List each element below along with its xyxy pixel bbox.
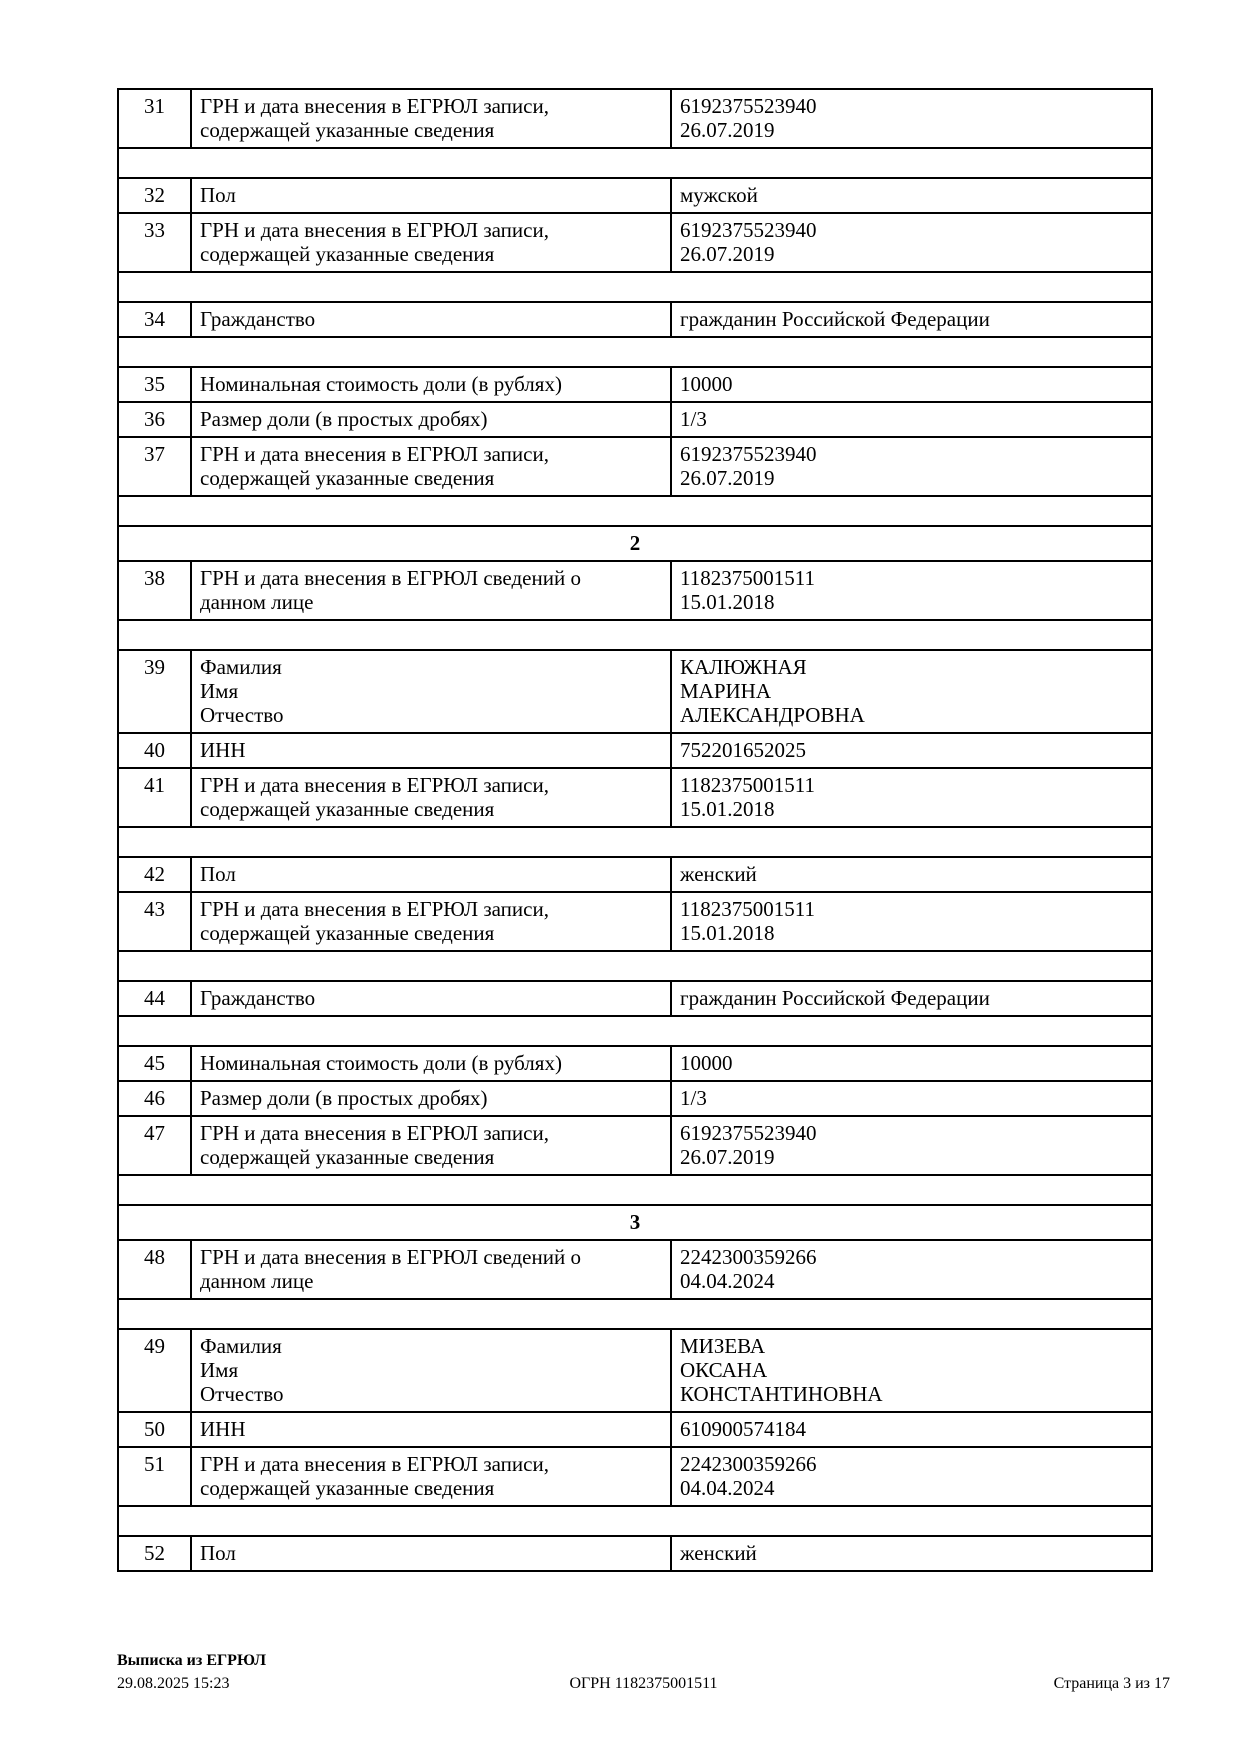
row-value-cell <box>671 178 1152 213</box>
table-row <box>118 561 1152 620</box>
row-label-cell <box>191 1046 671 1081</box>
row-label-line: Гражданство <box>200 986 316 1010</box>
row-value-line: 10000 <box>680 1051 733 1075</box>
row-value-line: 2242300359266 <box>680 1452 817 1476</box>
row-value-cell <box>671 213 1152 272</box>
table-row <box>118 768 1152 827</box>
table-row <box>118 981 1152 1016</box>
row-value-line: 1182375001511 <box>680 897 815 921</box>
row-label-line: ГРН и дата внесения в ЕГРЮЛ записи, <box>200 442 549 466</box>
row-value-cell <box>671 981 1152 1016</box>
row-label-line: Пол <box>200 1541 236 1565</box>
table-row <box>118 402 1152 437</box>
page-footer <box>117 1650 1170 1698</box>
spacer-cell <box>118 148 1152 178</box>
footer-ogrn: ОГРН 1182375001511 <box>569 1675 718 1692</box>
row-value-line: женский <box>680 1541 757 1565</box>
spacer-cell <box>118 337 1152 367</box>
row-value-line: 6192375523940 <box>680 94 817 118</box>
row-value-line: 26.07.2019 <box>680 466 775 490</box>
row-value-line: гражданин Российской Федерации <box>680 986 990 1010</box>
row-value-line: 04.04.2024 <box>680 1269 775 1293</box>
row-number-cell: 41 <box>118 768 191 827</box>
row-value-cell <box>671 892 1152 951</box>
row-label-cell <box>191 1081 671 1116</box>
row-label-line: ГРН и дата внесения в ЕГРЮЛ записи, <box>200 218 549 242</box>
table-row <box>118 1412 1152 1447</box>
spacer-cell <box>118 496 1152 526</box>
row-label-cell <box>191 178 671 213</box>
spacer-row <box>118 1299 1152 1329</box>
table-row <box>118 302 1152 337</box>
row-label-line: содержащей указанные сведения <box>200 118 495 142</box>
row-value-line: 1/3 <box>680 407 707 431</box>
table-row <box>118 892 1152 951</box>
row-label-cell <box>191 302 671 337</box>
row-label-line: ГРН и дата внесения в ЕГРЮЛ записи, <box>200 1121 549 1145</box>
table-row <box>118 733 1152 768</box>
row-number-cell: 51 <box>118 1447 191 1506</box>
spacer-row <box>118 337 1152 367</box>
footer-page-number: Страница 3 из 17 <box>1053 1675 1170 1692</box>
row-number-cell: 49 <box>118 1329 191 1412</box>
row-label-cell <box>191 1329 671 1412</box>
table-row <box>118 1536 1152 1571</box>
row-value-cell <box>671 650 1152 733</box>
row-value-line: КОНСТАНТИНОВНА <box>680 1382 883 1406</box>
row-label-line: Пол <box>200 183 236 207</box>
row-number-cell: 34 <box>118 302 191 337</box>
row-value-cell <box>671 733 1152 768</box>
row-value-line: 752201652025 <box>680 738 806 762</box>
row-value-line: ОКСАНА <box>680 1358 768 1382</box>
row-value-line: 15.01.2018 <box>680 921 775 945</box>
row-value-line: женский <box>680 862 757 886</box>
spacer-row <box>118 620 1152 650</box>
row-value-cell <box>671 768 1152 827</box>
row-label-line: ИНН <box>200 738 246 762</box>
row-label-cell <box>191 402 671 437</box>
spacer-cell <box>118 1299 1152 1329</box>
table-row <box>118 1329 1152 1412</box>
table-row <box>118 1081 1152 1116</box>
table-row <box>118 650 1152 733</box>
footer-datetime: 29.08.2025 15:23 <box>117 1675 230 1692</box>
row-value-cell <box>671 367 1152 402</box>
row-value-line: МАРИНА <box>680 679 772 703</box>
row-label-cell <box>191 650 671 733</box>
row-label-line: Пол <box>200 862 236 886</box>
row-number-cell: 46 <box>118 1081 191 1116</box>
row-value-cell <box>671 402 1152 437</box>
row-label-line: Имя <box>200 679 239 703</box>
table-row <box>118 1447 1152 1506</box>
section-number: 3 <box>118 1205 1152 1240</box>
row-label-line: Отчество <box>200 1382 284 1406</box>
spacer-row <box>118 272 1152 302</box>
row-value-cell <box>671 1240 1152 1299</box>
row-value-cell <box>671 1046 1152 1081</box>
row-label-line: данном лице <box>200 1269 314 1293</box>
row-value-line: 6192375523940 <box>680 218 817 242</box>
row-number-cell: 45 <box>118 1046 191 1081</box>
row-value-line: 26.07.2019 <box>680 242 775 266</box>
row-label-line: ИНН <box>200 1417 246 1441</box>
spacer-row <box>118 951 1152 981</box>
row-value-line: мужской <box>680 183 758 207</box>
row-label-cell <box>191 1116 671 1175</box>
row-label-line: Номинальная стоимость доли (в рублях) <box>200 1051 562 1075</box>
row-label-cell <box>191 1240 671 1299</box>
row-number-cell: 37 <box>118 437 191 496</box>
row-value-cell <box>671 1081 1152 1116</box>
row-value-line: КАЛЮЖНАЯ <box>680 655 807 679</box>
spacer-row <box>118 148 1152 178</box>
row-value-line: 04.04.2024 <box>680 1476 775 1500</box>
table-row <box>118 213 1152 272</box>
row-label-line: данном лице <box>200 590 314 614</box>
row-label-line: Гражданство <box>200 307 316 331</box>
row-number-cell: 32 <box>118 178 191 213</box>
row-label-line: содержащей указанные сведения <box>200 797 495 821</box>
row-number-cell: 43 <box>118 892 191 951</box>
row-value-cell <box>671 1536 1152 1571</box>
row-label-cell <box>191 768 671 827</box>
row-label-cell <box>191 1536 671 1571</box>
row-label-line: Фамилия <box>200 655 282 679</box>
row-number-cell: 50 <box>118 1412 191 1447</box>
row-label-cell <box>191 561 671 620</box>
row-label-cell <box>191 89 671 148</box>
row-value-line: 26.07.2019 <box>680 1145 775 1169</box>
row-label-line: содержащей указанные сведения <box>200 921 495 945</box>
row-value-cell <box>671 437 1152 496</box>
row-value-cell <box>671 857 1152 892</box>
row-number-cell: 33 <box>118 213 191 272</box>
row-value-line: 10000 <box>680 372 733 396</box>
row-label-cell <box>191 1412 671 1447</box>
spacer-row <box>118 496 1152 526</box>
row-label-cell <box>191 981 671 1016</box>
row-label-line: Имя <box>200 1358 239 1382</box>
row-number-cell: 39 <box>118 650 191 733</box>
spacer-cell <box>118 1506 1152 1536</box>
row-value-line: МИЗЕВА <box>680 1334 766 1358</box>
row-label-cell <box>191 857 671 892</box>
spacer-cell <box>118 951 1152 981</box>
row-label-line: ГРН и дата внесения в ЕГРЮЛ записи, <box>200 1452 549 1476</box>
row-value-line: 6192375523940 <box>680 1121 817 1145</box>
row-value-line: 2242300359266 <box>680 1245 817 1269</box>
row-number-cell: 47 <box>118 1116 191 1175</box>
row-label-line: Размер доли (в простых дробях) <box>200 1086 488 1110</box>
spacer-cell <box>118 620 1152 650</box>
spacer-row <box>118 1016 1152 1046</box>
spacer-cell <box>118 827 1152 857</box>
spacer-row <box>118 827 1152 857</box>
table-row <box>118 1046 1152 1081</box>
row-value-cell <box>671 89 1152 148</box>
section-header-row <box>118 526 1152 561</box>
section-number: 2 <box>118 526 1152 561</box>
row-label-line: Номинальная стоимость доли (в рублях) <box>200 372 562 396</box>
row-value-line: гражданин Российской Федерации <box>680 307 990 331</box>
row-label-line: Фамилия <box>200 1334 282 1358</box>
row-value-cell <box>671 1447 1152 1506</box>
row-label-line: ГРН и дата внесения в ЕГРЮЛ сведений о <box>200 566 581 590</box>
row-label-cell <box>191 437 671 496</box>
table-row <box>118 857 1152 892</box>
row-number-cell: 31 <box>118 89 191 148</box>
spacer-cell <box>118 1175 1152 1205</box>
row-label-cell <box>191 733 671 768</box>
row-value-line: 1/3 <box>680 1086 707 1110</box>
row-value-cell <box>671 302 1152 337</box>
footer-doc-title: Выписка из ЕГРЮЛ <box>117 1652 267 1669</box>
row-label-line: ГРН и дата внесения в ЕГРЮЛ сведений о <box>200 1245 581 1269</box>
row-label-line: ГРН и дата внесения в ЕГРЮЛ записи, <box>200 94 549 118</box>
row-label-cell <box>191 213 671 272</box>
row-number-cell: 48 <box>118 1240 191 1299</box>
row-number-cell: 38 <box>118 561 191 620</box>
row-value-cell <box>671 561 1152 620</box>
table-row <box>118 437 1152 496</box>
row-number-cell: 40 <box>118 733 191 768</box>
row-label-line: ГРН и дата внесения в ЕГРЮЛ записи, <box>200 897 549 921</box>
section-header-row <box>118 1205 1152 1240</box>
row-value-line: АЛЕКСАНДРОВНА <box>680 703 865 727</box>
row-value-line: 15.01.2018 <box>680 590 775 614</box>
row-value-line: 610900574184 <box>680 1417 806 1441</box>
egrul-table-body <box>118 89 1152 1571</box>
row-value-line: 1182375001511 <box>680 566 815 590</box>
row-value-line: 1182375001511 <box>680 773 815 797</box>
row-label-line: Отчество <box>200 703 284 727</box>
row-value-cell <box>671 1412 1152 1447</box>
row-number-cell: 44 <box>118 981 191 1016</box>
table-row <box>118 1116 1152 1175</box>
row-value-cell <box>671 1329 1152 1412</box>
row-number-cell: 52 <box>118 1536 191 1571</box>
row-label-cell <box>191 1447 671 1506</box>
spacer-cell <box>118 272 1152 302</box>
row-label-cell <box>191 367 671 402</box>
row-value-line: 15.01.2018 <box>680 797 775 821</box>
row-value-cell <box>671 1116 1152 1175</box>
row-label-line: Размер доли (в простых дробях) <box>200 407 488 431</box>
row-label-line: ГРН и дата внесения в ЕГРЮЛ записи, <box>200 773 549 797</box>
row-number-cell: 35 <box>118 367 191 402</box>
egrul-extract-table <box>117 88 1153 1572</box>
row-label-line: содержащей указанные сведения <box>200 1145 495 1169</box>
table-row <box>118 178 1152 213</box>
spacer-row <box>118 1506 1152 1536</box>
row-label-line: содержащей указанные сведения <box>200 466 495 490</box>
table-row <box>118 1240 1152 1299</box>
row-value-line: 6192375523940 <box>680 442 817 466</box>
table-row <box>118 367 1152 402</box>
row-label-line: содержащей указанные сведения <box>200 1476 495 1500</box>
spacer-row <box>118 1175 1152 1205</box>
table-row <box>118 89 1152 148</box>
spacer-cell <box>118 1016 1152 1046</box>
row-number-cell: 36 <box>118 402 191 437</box>
row-value-line: 26.07.2019 <box>680 118 775 142</box>
row-number-cell: 42 <box>118 857 191 892</box>
row-label-line: содержащей указанные сведения <box>200 242 495 266</box>
row-label-cell <box>191 892 671 951</box>
